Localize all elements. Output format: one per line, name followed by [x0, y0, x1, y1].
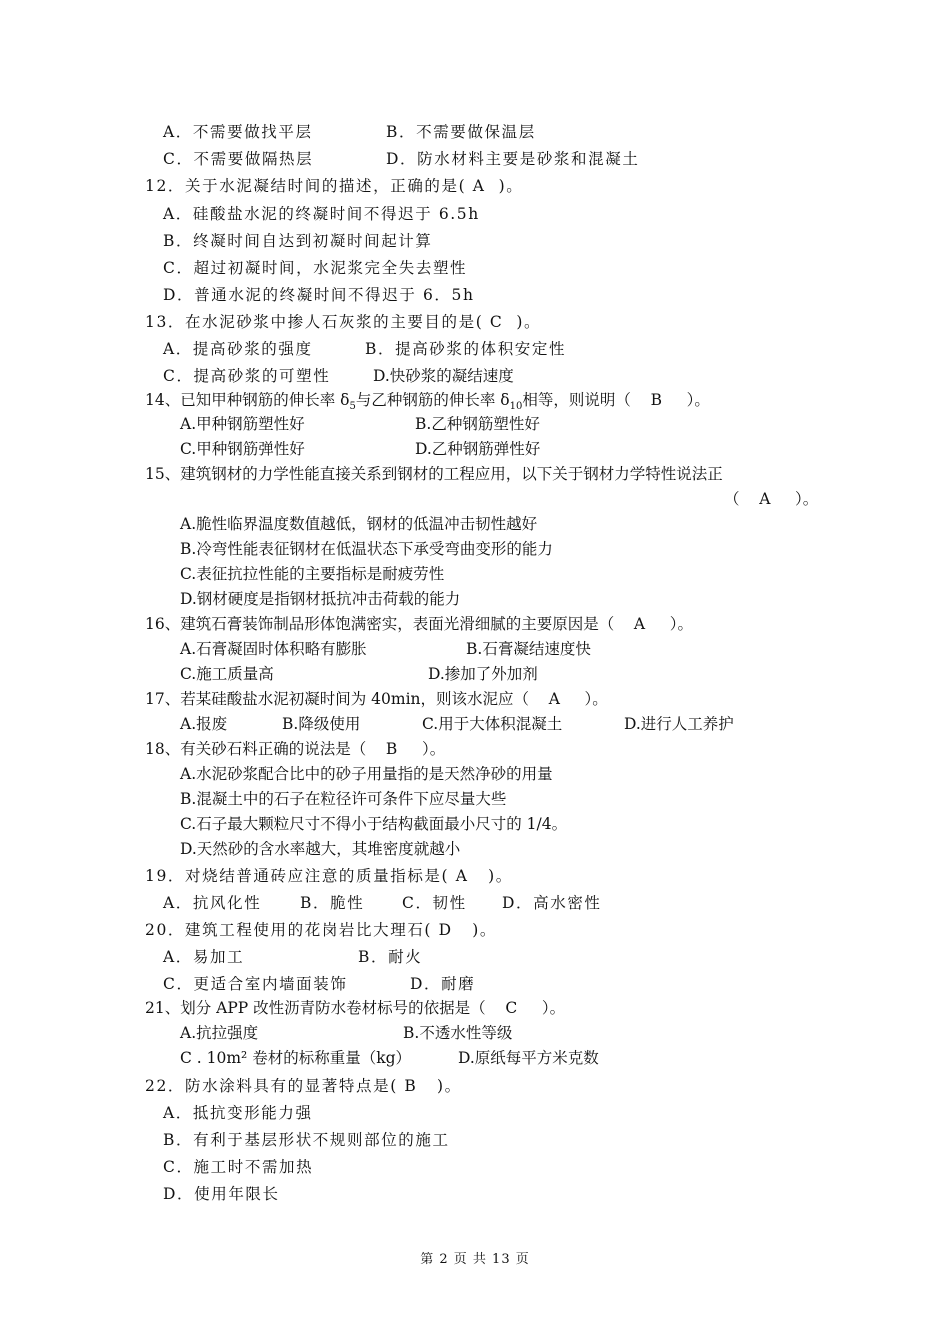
option-text: C.施工质量高	[180, 665, 274, 683]
question-text: 12．关于水泥凝结时间的描述，正确的是( A )。	[145, 177, 524, 195]
option-text: A．提高砂浆的强度	[163, 340, 313, 358]
question-text: 17、若某硅酸盐水泥初凝时间为 40min，则该水泥应（ A ）。	[145, 690, 608, 708]
option-text: D．普通水泥的终凝时间不得迟于 6．5h	[163, 286, 475, 304]
question-text: 16、建筑石膏装饰制品形体饱满密实，表面光滑细腻的主要原因是（ A ）。	[145, 615, 694, 633]
question-text: 21、划分 APP 改性沥青防水卷材标号的依据是（ C ）。	[145, 999, 566, 1017]
option-text: C．超过初凝时间，水泥浆完全失去塑性	[163, 259, 468, 277]
option-text: D.钢材硬度是指钢材抵抗冲击荷载的能力	[180, 590, 461, 608]
subscript: 10	[509, 401, 523, 413]
option-text: C . 10m² 卷材的标称重量（kg）	[180, 1049, 412, 1067]
option-text: A.脆性临界温度数值越低，钢材的低温冲击韧性越好	[180, 515, 538, 533]
option-text: B．有利于基层形状不规则部位的施工	[163, 1131, 450, 1149]
option-text: B.降级使用	[282, 715, 361, 733]
option-text: A.抗拉强度	[180, 1024, 259, 1042]
question-text: 22．防水涂料具有的显著特点是( B )。	[145, 1077, 462, 1095]
option-text: B．脆性	[300, 894, 365, 912]
option-text: C．更适合室内墙面装饰	[163, 975, 348, 993]
option-text: D．耐磨	[410, 975, 476, 993]
option-text: D．使用年限长	[163, 1185, 280, 1203]
option-text: C.表征抗拉性能的主要指标是耐疲劳性	[180, 565, 445, 583]
option-text: A．易加工	[163, 948, 245, 966]
option-text: C．提高砂浆的可塑性	[163, 367, 331, 385]
question-text: 19．对烧结普通砖应注意的质量指标是( A )。	[145, 867, 513, 885]
option-text: C.用于大体积混凝土	[422, 715, 563, 733]
question-text: 14、已知甲种钢筋的伸长率 $\delta_5$与乙种钢筋的伸长率 $\delta_{10}$相等，则说明（ B ）。	[145, 391, 710, 413]
option-text: C.甲种钢筋弹性好	[180, 440, 305, 458]
question-text: 18、有关砂石料正确的说法是（ B ）。	[145, 740, 446, 758]
option-text: A．不需要做找平层	[163, 123, 313, 141]
option-text: C．不需要做隔热层	[163, 150, 314, 168]
question-text: 20．建筑工程使用的花岗岩比大理石( D )。	[145, 921, 497, 939]
question-text: 15、建筑钢材的力学性能直接关系到钢材的工程应用，以下关于钢材力学特性说法正	[145, 465, 723, 483]
option-text: A.水泥砂浆配合比中的砂子用量指的是天然净砂的用量	[180, 765, 553, 783]
option-text: D.天然砂的含水率越大，其堆密度就越小	[180, 840, 461, 858]
option-text: C．韧性	[402, 894, 467, 912]
page-number: 第 2 页 共 13 页	[420, 1252, 530, 1267]
option-text: A．抵抗变形能力强	[163, 1104, 313, 1122]
subscript: 5	[349, 401, 356, 413]
option-text: C．施工时不需加热	[163, 1158, 314, 1176]
option-text: D.原纸每平方米克数	[458, 1049, 599, 1067]
option-text: C.石子最大颗粒尺寸不得小于结构截面最小尺寸的 1/4。	[180, 815, 568, 833]
option-text: A．硅酸盐水泥的终凝时间不得迟于 6.5h	[163, 205, 480, 223]
option-text: B．不需要做保温层	[386, 123, 536, 141]
option-text: B.混凝土中的石子在粒径许可条件下应尽量大些	[180, 790, 507, 808]
option-text: D．高水密性	[502, 894, 602, 912]
option-text: D.乙种钢筋弹性好	[415, 440, 541, 458]
option-text: B．耐火	[358, 948, 423, 966]
option-text: A.石膏凝固时体积略有膨胀	[180, 640, 367, 658]
option-text: B.冷弯性能表征钢材在低温状态下承受弯曲变形的能力	[180, 540, 553, 558]
option-text: D．防水材料主要是砂浆和混凝土	[386, 150, 640, 168]
answer-text: （ A ）。	[724, 490, 819, 508]
option-text: A.报废	[180, 715, 228, 733]
option-text: D.进行人工养护	[624, 715, 734, 733]
option-text: B.乙种钢筋塑性好	[415, 415, 540, 433]
option-text: A．抗风化性	[163, 894, 262, 912]
option-text: B.石膏凝结速度快	[466, 640, 591, 658]
option-text: B．终凝时间自达到初凝时间起计算	[163, 232, 433, 250]
option-text: B．提高砂浆的体积安定性	[365, 340, 567, 358]
question-text: 13．在水泥砂浆中掺人石灰浆的主要目的是( C )。	[145, 313, 542, 331]
option-text: D.快砂浆的凝结速度	[373, 367, 514, 385]
option-text: A.甲种钢筋塑性好	[180, 415, 305, 433]
option-text: D.掺加了外加剂	[428, 665, 538, 683]
option-text: B.不透水性等级	[403, 1024, 513, 1042]
